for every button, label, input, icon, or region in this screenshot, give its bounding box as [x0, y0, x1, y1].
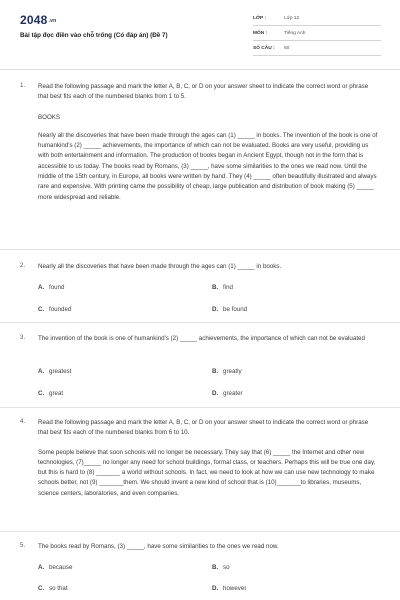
option-text: find — [223, 284, 233, 291]
option-a[interactable] — [38, 284, 64, 291]
question-stem: Nearly all the discoveries that have been made through the ages can (1) _____ in books. — [38, 263, 282, 270]
option-letter: B. — [212, 284, 219, 291]
divider — [0, 249, 400, 250]
divider — [0, 531, 400, 532]
option-text: greatest — [49, 368, 72, 375]
option-b[interactable] — [212, 564, 230, 571]
divider — [0, 407, 400, 408]
option-c[interactable] — [38, 585, 68, 592]
option-text: so — [223, 564, 230, 571]
question-number: 4. — [20, 418, 26, 425]
option-c[interactable] — [38, 390, 63, 397]
option-letter: D. — [212, 585, 219, 592]
option-letter: A. — [38, 564, 45, 571]
option-text: great — [49, 390, 64, 397]
question-stem: The books read by Romans, (3) _____, have some similarities to the ones we read now. — [38, 543, 279, 550]
option-letter: C. — [38, 585, 45, 592]
meta-subject — [253, 28, 381, 41]
option-text: so that — [49, 585, 68, 592]
passage — [38, 131, 378, 203]
question-body — [38, 262, 378, 272]
option-c[interactable] — [38, 306, 71, 313]
header-divider — [0, 69, 400, 70]
option-a[interactable] — [38, 368, 71, 375]
option-letter: D. — [212, 306, 219, 313]
option-letter: A. — [38, 368, 45, 375]
meta-class-value: Lớp 12 — [284, 16, 300, 21]
divider — [0, 322, 400, 323]
question-stem: Read the following passage and mark the letter A, B, C, or D on your answer sheet to indicate the correct word or phrase that best fits each of the numbered blanks from 6 to 10. — [38, 419, 369, 437]
option-d[interactable] — [212, 585, 246, 592]
passage-text: Nearly all the discoveries that have been made through the ages can (1) _____ in books. The invention of the book is one of humankind's (2) _____ achievements, the importance of which can not be evaluated. Books are very useful, providing us with both entertainment and information. The production of books began in Ancient Egypt, though not in the form that is accessible to us today. The books read by Romans, (3) _____, have some similarities to the ones we read now. Until the middle of the 15th century, in Europe, all books were written by hand. They (4) _____ often beautifully illustrated and always rare and expensive. With printing came the possibility of cheap, large publication and distribution of book making (5) _____ more widespread and reliable. — [38, 131, 378, 201]
question-body — [38, 334, 378, 344]
meta-count — [253, 43, 381, 56]
question-number: 2. — [20, 262, 26, 269]
question-number: 5. — [20, 542, 26, 549]
option-letter: C. — [38, 390, 45, 397]
option-d[interactable] — [212, 306, 247, 313]
question-body — [38, 82, 378, 203]
option-a[interactable] — [38, 564, 72, 571]
option-text: greatly — [223, 368, 242, 375]
passage — [38, 448, 378, 499]
option-letter: C. — [38, 306, 45, 313]
option-text: founded — [49, 306, 72, 313]
option-text: found — [49, 284, 65, 291]
site-logo[interactable] — [20, 13, 56, 27]
option-d[interactable] — [212, 390, 243, 397]
option-text: greater — [223, 390, 243, 397]
meta-subject-value: Tiếng Anh — [284, 31, 306, 36]
meta-count-value: 60 — [284, 46, 290, 51]
logo-suffix: .vn — [48, 17, 57, 24]
meta-count-label: SỐ CÂU : — [253, 46, 275, 51]
meta-class — [253, 13, 381, 26]
option-letter: D. — [212, 390, 219, 397]
option-b[interactable] — [212, 368, 242, 375]
page-header — [0, 0, 400, 62]
question-body — [38, 542, 378, 552]
passage-text: Some people believe that soon schools will no longer be necessary. They say that (6) _____ the Internet and other new technologies, (7)_____ no longer any need for school buildings, formal class, or teachers. Perhaps this will be true one day, but this is hard to (8) _______ a world without schools. In fact, we need to look at how we can use new technology to make schools better, not (9) _______them. We should invent a new kind of school that is (10)_______to libraries, museums, science centers, laboratories, and even companies. — [38, 448, 376, 497]
option-text: however — [223, 585, 247, 592]
question-stem: Read the following passage and mark the letter A, B, C, or D on your answer sheet to indicate the correct word or phrase that best fits each of the numbered blanks from 1 to 5. — [38, 83, 369, 101]
option-text: because — [49, 564, 73, 571]
option-letter: B. — [212, 564, 219, 571]
exam-title: Bài tập đọc điền vào chỗ trống (Có đáp án) (Đề 7) — [20, 32, 168, 39]
option-letter: B. — [212, 368, 219, 375]
option-letter: A. — [38, 284, 45, 291]
option-text: be found — [223, 306, 248, 313]
question-body — [38, 418, 378, 499]
passage-title: BOOKS — [38, 113, 61, 121]
meta-class-label: LỚP : — [253, 16, 267, 21]
meta-subject-label: MÔN : — [253, 31, 268, 36]
question-number: 3. — [20, 334, 26, 341]
option-b[interactable] — [212, 284, 233, 291]
logo-text: 2048 — [20, 13, 48, 27]
question-number: 1. — [20, 82, 26, 89]
question-stem: The invention of the book is one of humankind's (2) _____ achievements, the importance of which can not be evaluated — [38, 335, 365, 342]
